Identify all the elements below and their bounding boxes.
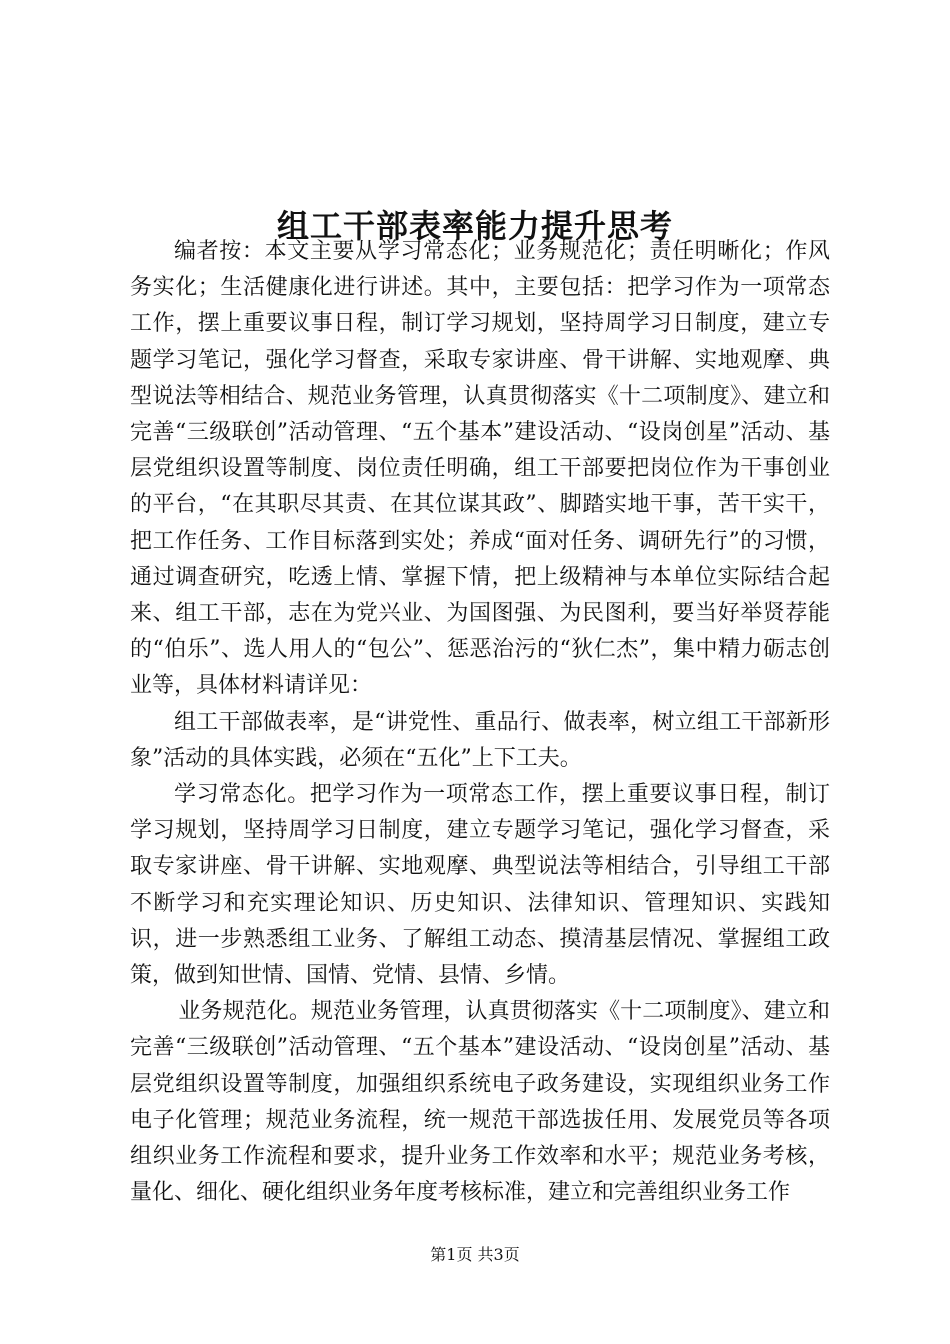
paragraph-intro: 组工干部做表率，是“讲党性、重品行、做表率，树立组工干部新形象”活动的具体实践，必须在“五化”上下工夫。 [130,709,830,771]
page-footer: 第1页 共3页 [430,1245,520,1264]
document-body [130,234,830,1211]
paragraph-study: 学习常态化。把学习作为一项常态工作，摆上重要议事日程，制订学习规划，坚持周学习日制度，建立专题学习笔记，强化学习督查，采取专家讲座、骨干讲解、实地观摩、典型说法等相结合，引导组工干部不断学习和充实理论知识、历史知识、法律知识、管理知识、实践知识，进一步熟悉组工业务、了解组工动态、摸清基层情况、掌握组工政策，做到知世情、国情、党情、县情、乡情。 [130,782,830,989]
document-title: 组工干部表率能力提升思考 [276,207,673,246]
paragraph-editor-note: 编者按：本文主要从学习常态化；业务规范化；责任明晰化；作风务实化；生活健康化进行讲述。其中，主要包括：把学习作为一项常态工作，摆上重要议事日程，制订学习规划，坚持周学习日制度，建立专题学习笔记，强化学习督查，采取专家讲座、骨干讲解、实地观摩、典型说法等相结合、规范业务管理，认真贯彻落实《十二项制度》、建立和完善“三级联创”活动管理、“五个基本”建设活动、“设岗创星”活动、基层党组织设置等制度、岗位责任明确，组工干部要把岗位作为干事创业的平台，“在其职尽其责、在其位谋其政”、脚踏实地干事，苦干实干，把工作任务、工作目标落到实处；养成“面对任务、调研先行”的习惯，通过调查研究，吃透上情、掌握下情，把上级精神与本单位实际结合起来、组工干部，志在为党兴业、为国图强、为民图利，要当好举贤荐能的“伯乐”、选人用人的“包公”、惩恶治污的“狄仁杰”，集中精力砺志创业等，具体材料请详见： [130,239,830,699]
paragraph-business: 业务规范化。规范业务管理，认真贯彻落实《十二项制度》、建立和完善“三级联创”活动管理、“五个基本”建设活动、“设岗创星”活动、基层党组织设置等制度，加强组织系统电子政务建设，实现组织业务工作电子化管理；规范业务流程，统一规范干部选拔任用、发展党员等各项组织业务工作流程和要求，提升业务工作效率和水平；规范业务考核，量化、细化、硬化组织业务年度考核标准，建立和完善组织业务工作 [130,999,830,1206]
